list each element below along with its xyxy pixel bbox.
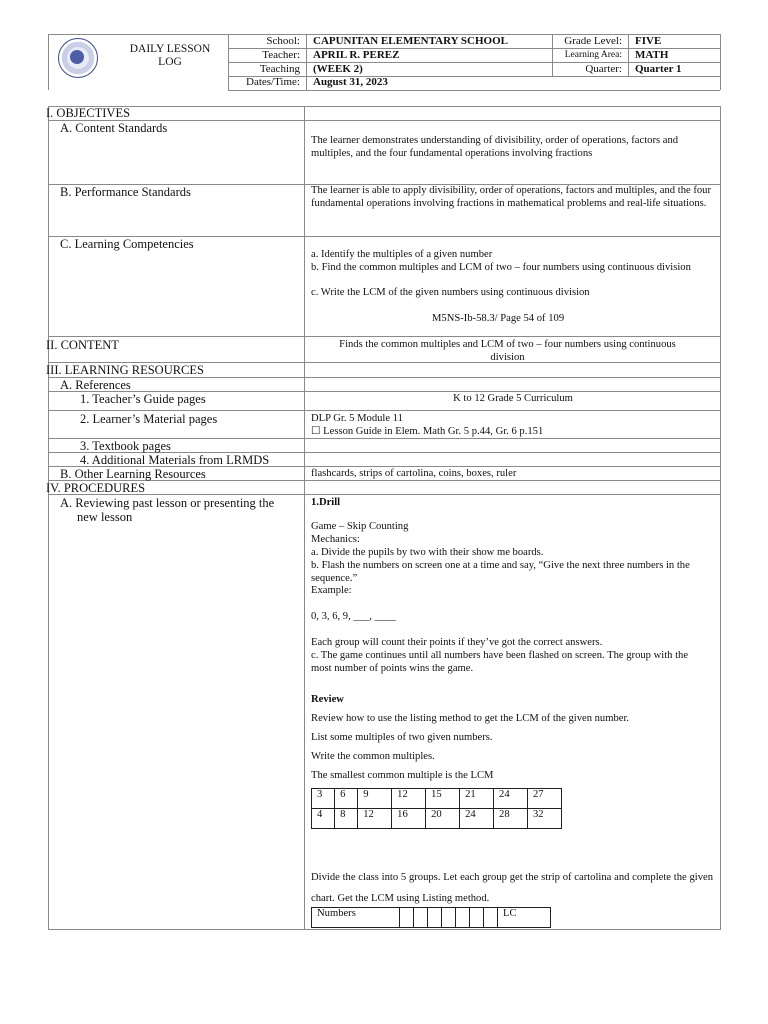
drill-title: 1.Drill [311,497,341,508]
multiple-cell: 6 [335,789,358,809]
references-label: A. References [60,378,131,392]
example-label: Example: [311,585,352,596]
competency-b: b. Find the common multiples and LCM of two – four numbers using continuous division [311,262,691,273]
multiple-cell: 28 [494,809,528,829]
multiples-row [312,789,562,809]
doc-title-line2: LOG [158,56,182,68]
area-value: MATH [635,49,669,61]
dates-value: August 31, 2023 [313,76,388,88]
review-line-3: Write the common multiples. [311,751,435,762]
teacher-label: Teacher: [262,49,300,61]
multiple-cell: 20 [426,809,460,829]
section-content: II. CONTENT [46,338,119,352]
multiple-cell: 12 [392,789,426,809]
game-title: Game – Skip Counting [311,521,409,532]
school-label: School: [266,35,300,47]
review-line-2: List some multiples of two given numbers. [311,732,493,743]
example-sequence: 0, 3, 6, 9, ___, ____ [311,611,396,622]
dates-label: Dates/Time: [246,76,300,88]
school-value: CAPUNITAN ELEMENTARY SCHOOL [313,35,508,47]
content-standards-text: The learner demonstrates understanding of divisibility, order of operations, factors and multiples, and the four fundamental operations involving fractions [311,135,679,159]
review-line-4: The smallest common multiple is the LCM [311,770,494,781]
competency-c: c. Write the LCM of the given numbers using continuous division [311,287,590,298]
review-title: Review [311,694,344,705]
performance-standards-text: The learner is able to apply divisibility, order of operations, factors and multiples, and the four fundamental operations involving fractions in mathematical problems and real-life situations. [311,185,711,209]
teacher-value: APRIL R. PEREZ [313,49,400,61]
multiple-cell: 27 [527,789,561,809]
numbers-header: Numbers [312,908,400,928]
blank-cell [484,908,498,928]
review-line-1: Review how to use the listing method to get the LCM of the given number. [311,713,630,724]
learners-material-label: 2. Learner’s Material pages [80,412,218,426]
mechanics-b: b. Flash the numbers on screen one at a time and say, “Give the next three numbers in the sequence.” [311,560,690,584]
mechanics-c: c. The game continues until all numbers have been flashed on screen. The group with the most number of points wins the game. [311,650,689,674]
learners-material-value-1: DLP Gr. 5 Module 11 [311,413,403,424]
section-learning-resources: III. LEARNING RESOURCES [46,363,204,377]
review-label-line2: new lesson [77,510,133,524]
lcm-chart-header-row [312,908,551,928]
multiple-cell: 8 [335,809,358,829]
doc-title-line1: DAILY LESSON [129,43,211,55]
teachers-guide-label: 1. Teacher’s Guide pages [80,392,206,406]
section-procedures: IV. PROCEDURES [46,481,146,495]
multiples-table [311,788,562,829]
quarter-label: Quarter: [585,63,622,75]
content-standards-label: A. Content Standards [60,121,168,135]
performance-standards-label: B. Performance Standards [60,185,191,199]
multiple-cell: 21 [460,789,494,809]
blank-cell [414,908,428,928]
content-text: Finds the common multiples and LCM of two – four numbers using continuous division [339,339,676,363]
multiple-cell: 24 [460,809,494,829]
multiple-cell: 15 [426,789,460,809]
multiple-cell: 24 [494,789,528,809]
area-label: Learning Area: [564,50,622,60]
competency-code: M5NS-Ib-58.3/ Page 54 of 109 [432,313,565,324]
additional-materials-label: 4. Additional Materials from LRMDS [80,453,270,467]
multiple-cell: 32 [527,809,561,829]
points-text: Each group will count their points if they’ve got the correct answers. [311,637,603,648]
textbook-label: 3. Textbook pages [80,439,171,453]
multiple-cell: 9 [358,789,392,809]
learners-material-value-2: ☐ Lesson Guide in Elem. Math Gr. 5 p.44, Gr. 6 p.151 [311,426,544,437]
group-activity-text: Divide the class into 5 groups. Let each group get the strip of cartolina and complete the given chart. Get the LCM using Listing method. [311,872,713,904]
multiples-row [312,809,562,829]
blank-cell [400,908,414,928]
multiple-cell: 16 [392,809,426,829]
blank-cell [470,908,484,928]
other-resources-value: flashcards, strips of cartolina, coins, boxes, ruler [311,468,517,479]
teaching-value: (WEEK 2) [313,63,363,75]
multiple-cell: 3 [312,789,335,809]
lcm-chart-table [311,907,551,928]
section-objectives: I. OBJECTIVES [46,106,131,120]
blank-cell [456,908,470,928]
lcm-header: LC [498,908,551,928]
blank-cell [428,908,442,928]
teaching-label: Teaching [259,63,300,75]
multiple-cell: 12 [358,809,392,829]
grade-label: Grade Level: [564,35,622,47]
multiple-cell: 4 [312,809,335,829]
deped-seal-logo [58,38,98,78]
blank-cell [442,908,456,928]
quarter-value: Quarter 1 [635,63,682,75]
competency-a: a. Identify the multiples of a given number [311,249,493,260]
mechanics-a: a. Divide the pupils by two with their show me boards. [311,547,544,558]
grade-value: FIVE [635,35,662,47]
mechanics-label: Mechanics: [311,534,360,545]
learning-competencies-label: C. Learning Competencies [60,237,194,251]
review-label-line1: A. Reviewing past lesson or presenting the [60,496,275,510]
other-resources-label: B. Other Learning Resources [60,467,206,481]
teachers-guide-value: K to 12 Grade 5 Curriculum [453,393,573,404]
